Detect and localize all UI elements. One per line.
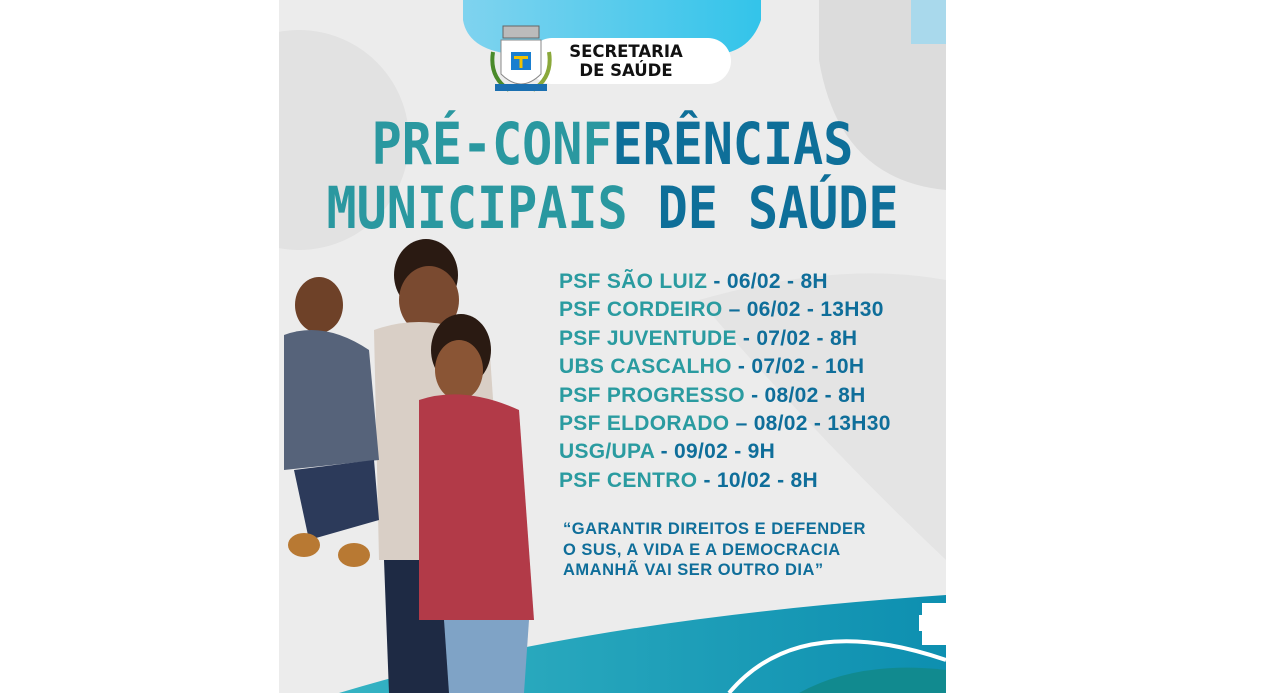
schedule-place: PSF CENTRO xyxy=(559,468,698,492)
schedule-place: PSF PROGRESSO xyxy=(559,383,745,407)
schedule-time: - 08/02 - 8H xyxy=(744,383,866,407)
schedule-time: – 06/02 - 13H30 xyxy=(722,298,884,322)
schedule-place: PSF SÃO LUIZ xyxy=(559,270,708,293)
schedule-item xyxy=(559,325,891,353)
schedule-item xyxy=(559,467,891,495)
schedule-place: USG/UPA xyxy=(559,440,655,464)
schedule-time: - 07/02 - 10H xyxy=(731,355,865,379)
schedule-time: - 09/02 - 9H xyxy=(654,440,776,464)
schedule-time: - 07/02 - 8H xyxy=(736,326,858,350)
title-part: PRÉ-CONF xyxy=(371,110,613,178)
title-line1 xyxy=(279,112,946,176)
title-part: ERÊNCIAS xyxy=(612,110,854,178)
department-name xyxy=(541,42,711,80)
schedule-item xyxy=(559,382,891,410)
schedule-item xyxy=(559,438,891,466)
schedule-place: PSF ELDORADO xyxy=(559,411,730,435)
title-line2 xyxy=(279,176,946,240)
schedule-item xyxy=(559,353,891,381)
schedule-item xyxy=(559,410,891,438)
quote-line: AMANHÃ VAI SER OUTRO DIA” xyxy=(563,561,824,579)
department-line1: SECRETARIA xyxy=(569,42,683,61)
schedule-place: PSF JUVENTUDE xyxy=(559,326,737,350)
schedule-time: – 08/02 - 13H30 xyxy=(729,411,891,435)
quote-line: “GARANTIR DIREITOS E DEFENDER xyxy=(563,520,866,538)
department-line2: DE SAÚDE xyxy=(579,61,673,80)
schedule-item xyxy=(559,296,891,324)
schedule-list xyxy=(559,268,891,495)
schedule-place: UBS CASCALHO xyxy=(559,355,732,379)
poster xyxy=(279,0,946,693)
title-part: MUNICIPAIS xyxy=(326,174,658,242)
family-photo xyxy=(284,239,534,693)
title-part: DE SAÚDE xyxy=(657,174,899,242)
quote-line: O SUS, A VIDA E A DEMOCRACIA xyxy=(563,540,841,559)
schedule-item xyxy=(559,268,891,296)
quote xyxy=(563,519,866,581)
schedule-time: - 10/02 - 8H xyxy=(697,468,818,492)
schedule-place: PSF CORDEIRO xyxy=(559,298,723,322)
schedule-time: - 06/02 - 8H xyxy=(707,270,828,293)
